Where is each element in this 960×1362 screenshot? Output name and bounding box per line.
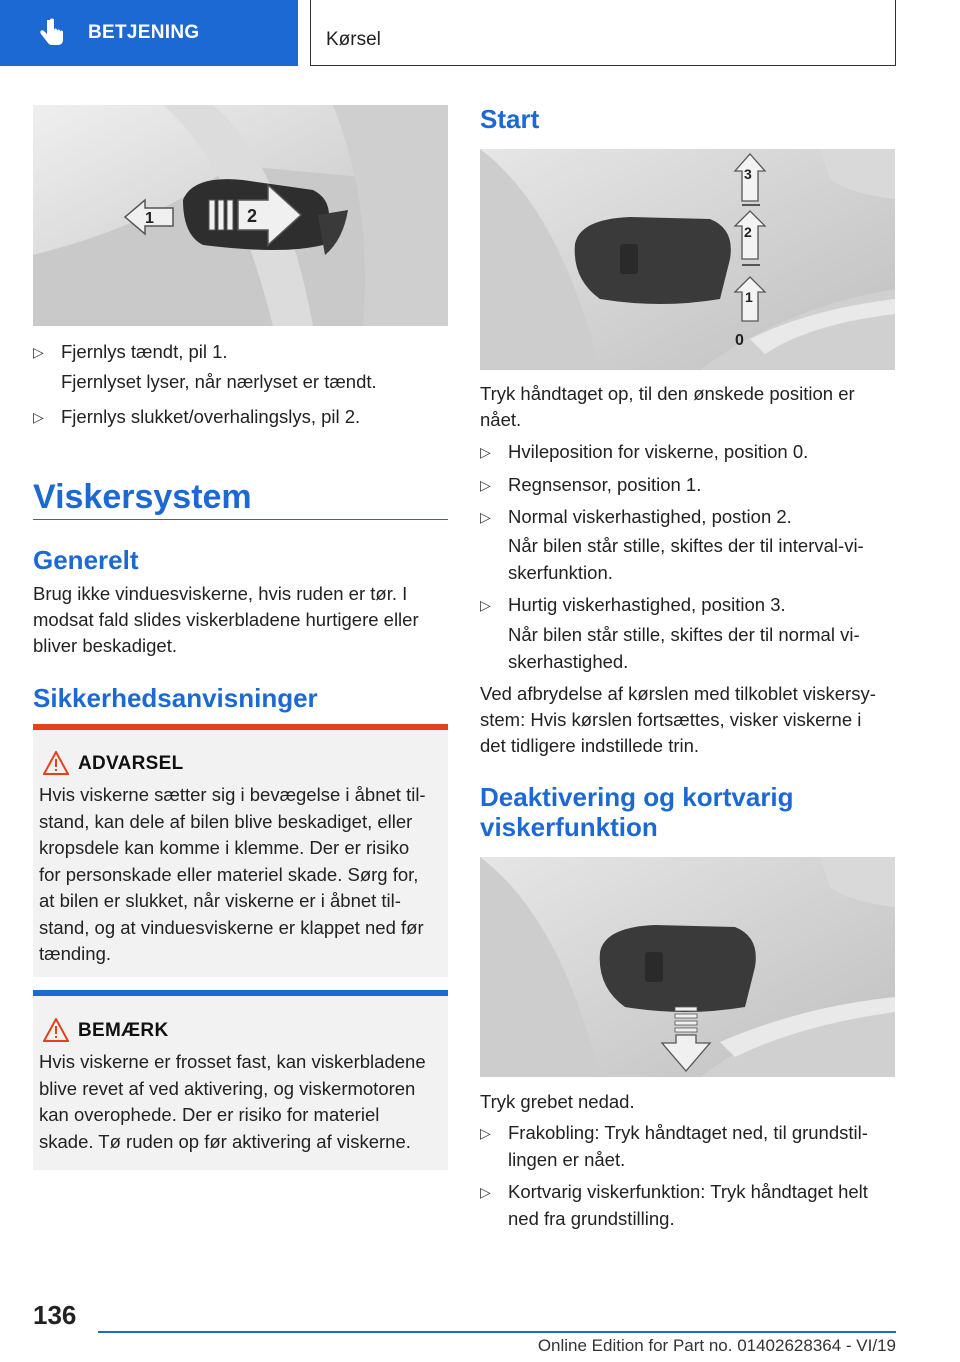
warning-triangle-icon	[43, 1018, 69, 1042]
position-label-2: 2	[744, 224, 752, 240]
high-beam-lever-image	[33, 105, 448, 326]
heading-rule	[33, 519, 448, 520]
position-label-0: 0	[735, 332, 744, 349]
warning-line: Hvis viskerne sætter sig i bevægelse i åbnet til-	[39, 784, 426, 805]
generelt-line: bliver beskadiget.	[33, 635, 177, 656]
list-item-note: skerfunktion.	[508, 562, 613, 583]
triangle-bullet-icon: ▷	[480, 444, 491, 460]
triangle-bullet-icon: ▷	[480, 477, 491, 493]
notice-title: BEMÆRK	[78, 1020, 169, 1041]
triangle-bullet-icon: ▷	[33, 409, 44, 425]
page-number: 136	[33, 1300, 77, 1330]
warning-line: for personskade eller materiel skade. Sørg for,	[39, 863, 419, 885]
triangle-bullet-icon: ▷	[480, 1184, 491, 1200]
notice-box	[33, 990, 448, 1170]
notice-line: skade. Tø ruden op før aktivering af viskerne.	[39, 1130, 411, 1152]
hand-pointer-icon	[34, 16, 68, 50]
warning-box	[33, 724, 448, 977]
warning-line: stand, kan dele af bilen blive beskadiget, eller	[39, 810, 413, 832]
warning-line: tænding.	[39, 943, 111, 964]
list-item-cont: ned fra grundstilling.	[508, 1208, 675, 1229]
after-line: stem: Hvis kørslen fortsættes, visker viskerne i	[480, 709, 862, 730]
triangle-bullet-icon: ▷	[480, 597, 491, 613]
notice-line: blive revet af ved aktivering, og viskermotoren	[39, 1077, 416, 1099]
after-line: det tidligere indstillede trin.	[480, 735, 700, 756]
subheading-deaktivering-2: viskerfunktion	[480, 812, 658, 842]
list-item-note: Fjernlyset lyser, når nærlyset er tændt.	[61, 371, 377, 392]
list-item-note: Når bilen står stille, skiftes der til normal vi-	[508, 624, 860, 645]
subheading-sikkerhed: Sikkerhedsanvisninger	[33, 683, 318, 713]
arrow-label-2: 2	[247, 206, 258, 226]
notice-bar	[33, 990, 448, 996]
warning-bar	[33, 724, 448, 730]
warning-line: at bilen er slukket, når viskerne er i åbnet til-	[39, 890, 401, 911]
position-label-1: 1	[745, 289, 753, 305]
generelt-line: modsat fald slides viskerbladene hurtigere eller	[33, 609, 419, 630]
after-line: Ved afbrydelse af kørslen med tilkoblet viskersy-	[480, 683, 876, 704]
warning-title: ADVARSEL	[78, 753, 184, 774]
triangle-bullet-icon: ▷	[480, 509, 491, 525]
position-label-3: 3	[744, 166, 752, 182]
section-label: BETJENING	[88, 22, 200, 43]
wiper-lever-down-image	[480, 857, 895, 1077]
arrow-label-1: 1	[145, 210, 154, 227]
chapter-header	[310, 0, 896, 66]
notice-line: kan overophede. Der er risiko for materiel	[39, 1104, 380, 1125]
list-item-note: Når bilen står stille, skiftes der til interval-vi-	[508, 535, 864, 556]
start-line: Tryk håndtaget op, til den ønskede position er	[480, 383, 855, 404]
wiper-lever-up-image	[480, 149, 895, 370]
subheading-start: Start	[480, 104, 540, 134]
generelt-line: Brug ikke vinduesviskerne, hvis ruden er tør. I	[33, 583, 408, 604]
subheading-generelt: Generelt	[33, 545, 139, 575]
warning-triangle-icon	[43, 751, 69, 775]
list-item-cont: lingen er nået.	[508, 1149, 626, 1170]
warning-line: kropsdele kan komme i klemme. Der er risiko	[39, 837, 410, 858]
warning-line: stand, og at vinduesviskerne er klappet ned før	[39, 916, 424, 938]
start-line: nået.	[480, 409, 522, 430]
footer-edition: Online Edition for Part no. 01402628364 - VI/19	[537, 1336, 896, 1355]
footer-rule	[98, 1331, 896, 1333]
list-item-note: skerhastighed.	[508, 651, 629, 672]
notice-line: Hvis viskerne er frosset fast, kan viskerbladene	[39, 1051, 426, 1072]
chapter-label: Kørsel	[326, 29, 381, 50]
subheading-deaktivering: Deaktivering og kortvarig	[480, 782, 794, 812]
section-heading: Viskersystem	[33, 478, 252, 516]
triangle-bullet-icon: ▷	[480, 1125, 491, 1141]
section-tab[interactable]	[0, 0, 298, 66]
triangle-bullet-icon: ▷	[33, 344, 44, 360]
deakt-text: Tryk grebet nedad.	[480, 1091, 635, 1112]
